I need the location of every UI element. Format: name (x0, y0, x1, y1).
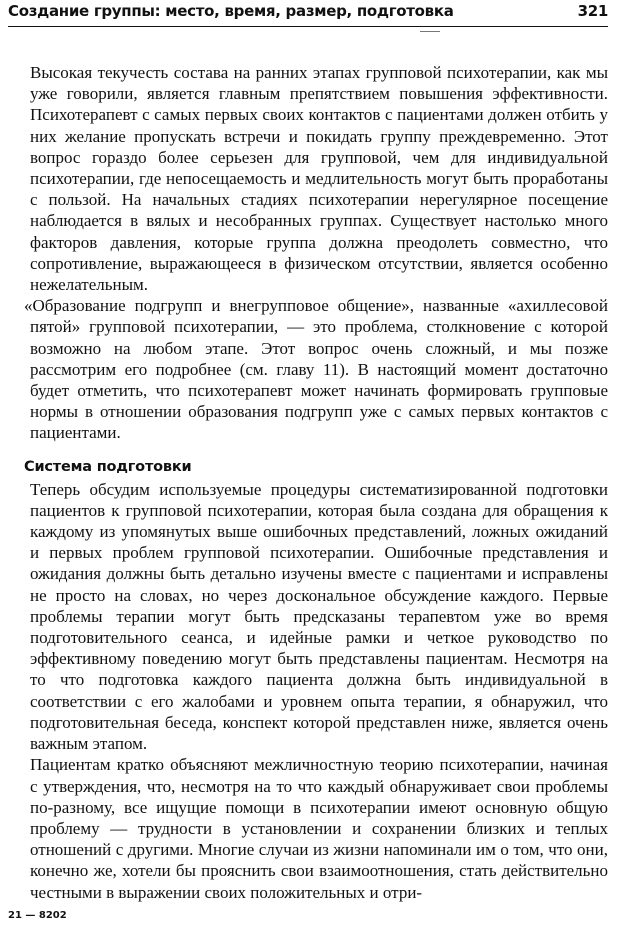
page-number: 321 (577, 2, 608, 20)
printer-signature: 21 — 8202 (8, 910, 67, 921)
paragraph: «Образование подгрупп и внегрупповое общение», названные «ахиллесовой пятой» групповой психотерапии, — это проблема, столкновение с которой возможно на любом этапе. Этот вопрос очень сложный, и мы позже рассмотрим его подробнее (см. главу 11). В настоящий момент достаточно будет отметить, что психотерапевт может начинать формировать групповые нормы в отношении образования подгрупп уже с самых первых контактов с пациентами. (24, 296, 608, 443)
section-heading: Система подготовки (24, 458, 192, 475)
body-text (24, 62, 608, 903)
paragraph: Пациентам кратко объясняют межличностную теорию психотерапии, начиная с утверждения, что, несмотря на то что каждый обнаруживает свои проблемы по-разному, все ищущие помощи в психотерапии имеют основную общую проблему — трудности в установлении и сохранении близких и теплых отношений с другими. Многие случаи из жизни напоминали им о том, что они, конечно же, хотели бы прояснить свои взаимоотношения, стать действительно честными в выражении своих положительных и отри- (30, 755, 608, 902)
running-title: Создание группы: место, время, размер, подготовка (8, 2, 454, 20)
running-header (8, 0, 610, 24)
paragraph: Высокая текучесть состава на ранних этапах групповой психотерапии, как мы уже говорили, является главным препятствием повышения эффективности. Психотерапевт с самых первых своих контактов с пациентами должен отбить у них желание пропускать встречи и покидать группу преждевременно. Этот вопрос гораздо более серьезен для групповой, чем для индивидуальной психотерапии, где непосещаемость и медлительность могут быть проработаны с пользой. На начальных стадиях психотерапии нерегулярное посещение наблюдается в вялых и несобранных группах. Существует настолько много факторов давления, которые группа должна преодолеть совместно, что сопротивление, выражающееся в физическом отсутствии, является особенно нежелательным. (30, 63, 608, 295)
header-mark (420, 31, 440, 32)
header-rule (8, 26, 608, 27)
paragraph: Теперь обсудим используемые процедуры систематизированной подготовки пациентов к групповой психотерапии, которая была создана для обращения к каждому из упомянутых выше ошибочных представлений, ложных ожиданий и первых проблем групповой психотерапии. Ошибочные представления и ожидания должны быть детально изучены вместе с пациентами и исправлены не просто на словах, но через доскональное обсуждение каждого. Первые проблемы терапии могут быть предсказаны терапевтом уже во время подготовительного сеанса, и идейные рамки и четкое руководство по эффективному поведению могут быть представлены пациентам. Несмотря на то что подготовка каждого пациента должна быть индивидуальной в соответствии с его жалобами и уровнем опыта терапии, я обнаружил, что подготовительная беседа, конспект которой представлен ниже, является очень важным этапом. (30, 479, 608, 754)
